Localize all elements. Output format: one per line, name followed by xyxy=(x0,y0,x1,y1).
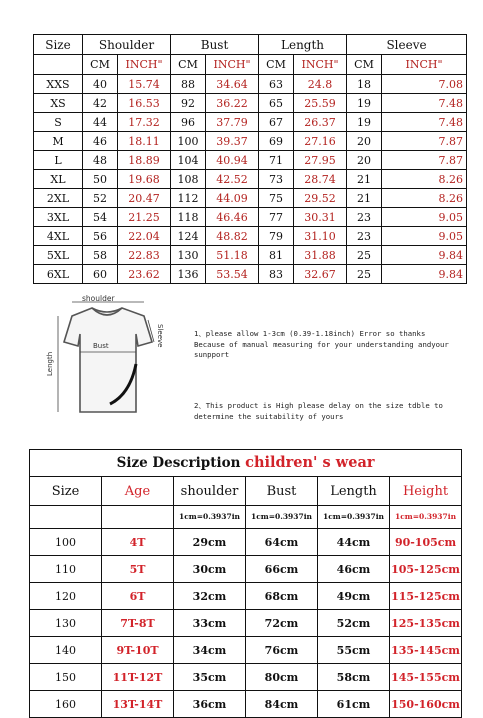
measure-cell: 96 xyxy=(171,113,206,132)
shoulder-cell: 29cm xyxy=(174,529,246,556)
bust-cell: 80cm xyxy=(246,664,318,691)
measure-cell: 36.22 xyxy=(206,94,259,113)
bust-cell: 64cm xyxy=(246,529,318,556)
kids-unit: 1cm=0.3937in xyxy=(246,506,318,529)
length-cell: 58cm xyxy=(318,664,390,691)
measure-cell: 19.68 xyxy=(118,170,171,189)
size-cell: 3XL xyxy=(34,208,83,227)
measure-cell: 8.26 xyxy=(382,189,467,208)
kids-unit: 1cm=0.3937in xyxy=(318,506,390,529)
measure-cell: 118 xyxy=(171,208,206,227)
measure-cell: 7.08 xyxy=(382,75,467,94)
measure-cell: 9.05 xyxy=(382,208,467,227)
measure-cell: 39.37 xyxy=(206,132,259,151)
measure-cell: 54 xyxy=(83,208,118,227)
age-cell: 13T-14T xyxy=(102,691,174,718)
size-cell: 100 xyxy=(30,529,102,556)
shoulder-cell: 33cm xyxy=(174,610,246,637)
height-cell: 115-125cm xyxy=(390,583,462,610)
measure-cell: 16.53 xyxy=(118,94,171,113)
measure-cell: 88 xyxy=(171,75,206,94)
measure-cell: 112 xyxy=(171,189,206,208)
kids-header-size: Size xyxy=(30,477,102,506)
measure-cell: 8.26 xyxy=(382,170,467,189)
measure-cell: 63 xyxy=(259,75,294,94)
measure-cell: 124 xyxy=(171,227,206,246)
measure-cell: 17.32 xyxy=(118,113,171,132)
size-cell: L xyxy=(34,151,83,170)
adult-table-row xyxy=(34,170,467,189)
note2-line: determine the suitability of yours xyxy=(194,411,344,421)
adult-table-row xyxy=(34,227,467,246)
measure-cell: 104 xyxy=(171,151,206,170)
size-cell: 4XL xyxy=(34,227,83,246)
size-cell: 120 xyxy=(30,583,102,610)
kids-table-row xyxy=(30,556,462,583)
measure-cell: 31.10 xyxy=(294,227,347,246)
length-cell: 61cm xyxy=(318,691,390,718)
measure-cell: 32.67 xyxy=(294,265,347,284)
height-cell: 125-135cm xyxy=(390,610,462,637)
measure-cell: 18 xyxy=(347,75,382,94)
shoulder-cell: 35cm xyxy=(174,664,246,691)
children-size-table xyxy=(29,449,462,718)
header-shoulder: Shoulder xyxy=(83,35,171,55)
measure-cell: 28.74 xyxy=(294,170,347,189)
kids-title-row xyxy=(30,450,462,477)
measure-cell: 15.74 xyxy=(118,75,171,94)
title-black: Size Description xyxy=(116,454,241,471)
measure-cell: 9.84 xyxy=(382,265,467,284)
measure-cell: 130 xyxy=(171,246,206,265)
measure-cell: 27.16 xyxy=(294,132,347,151)
bust-cell: 84cm xyxy=(246,691,318,718)
measure-cell: 71 xyxy=(259,151,294,170)
measure-cell: 25.59 xyxy=(294,94,347,113)
unit-cm: CM xyxy=(83,55,118,75)
length-cell: 55cm xyxy=(318,637,390,664)
measure-cell: 108 xyxy=(171,170,206,189)
adult-header-row xyxy=(34,35,467,55)
measure-cell: 7.87 xyxy=(382,151,467,170)
size-cell: XXS xyxy=(34,75,83,94)
size-cell: 6XL xyxy=(34,265,83,284)
measure-cell: 37.79 xyxy=(206,113,259,132)
height-cell: 90-105cm xyxy=(390,529,462,556)
measure-cell: 42 xyxy=(83,94,118,113)
measure-cell: 25 xyxy=(347,265,382,284)
height-cell: 145-155cm xyxy=(390,664,462,691)
age-cell: 11T-12T xyxy=(102,664,174,691)
kids-header-shoulder: shoulder xyxy=(174,477,246,506)
kids-unit: 1cm=0.3937in xyxy=(174,506,246,529)
measure-cell: 27.95 xyxy=(294,151,347,170)
bust-cell: 72cm xyxy=(246,610,318,637)
kids-table-row xyxy=(30,637,462,664)
measure-cell: 9.05 xyxy=(382,227,467,246)
measure-cell: 56 xyxy=(83,227,118,246)
header-length: Length xyxy=(259,35,347,55)
note1-line: sunpport xyxy=(194,350,230,360)
measure-cell: 29.52 xyxy=(294,189,347,208)
unit-inch: INCH" xyxy=(294,55,347,75)
size-cell: S xyxy=(34,113,83,132)
note1-line: 1、please allow 1-3cm (0.39-1.18inch) Error so thanks xyxy=(194,329,426,338)
tshirt-measure-diagram xyxy=(40,294,175,424)
adult-unit-row xyxy=(34,55,467,75)
kids-header-height: Height xyxy=(390,477,462,506)
unit-cm: CM xyxy=(347,55,382,75)
kids-header-row xyxy=(30,477,462,506)
kids-header-length: Length xyxy=(318,477,390,506)
adult-table-row xyxy=(34,208,467,227)
height-cell: 105-125cm xyxy=(390,556,462,583)
header-bust: Bust xyxy=(171,35,259,55)
measure-cell: 31.88 xyxy=(294,246,347,265)
measure-cell: 73 xyxy=(259,170,294,189)
bust-cell: 68cm xyxy=(246,583,318,610)
measure-cell: 44 xyxy=(83,113,118,132)
measure-cell: 77 xyxy=(259,208,294,227)
measure-cell: 52 xyxy=(83,189,118,208)
size-cell: 2XL xyxy=(34,189,83,208)
height-cell: 135-145cm xyxy=(390,637,462,664)
bust-cell: 66cm xyxy=(246,556,318,583)
measure-cell: 26.37 xyxy=(294,113,347,132)
age-cell: 6T xyxy=(102,583,174,610)
measure-cell: 42.52 xyxy=(206,170,259,189)
height-cell: 150-160cm xyxy=(390,691,462,718)
size-cell: XL xyxy=(34,170,83,189)
measure-cell: 48 xyxy=(83,151,118,170)
shoulder-label: shoulder xyxy=(82,294,115,303)
age-cell: 9T-10T xyxy=(102,637,174,664)
shoulder-cell: 34cm xyxy=(174,637,246,664)
measure-cell: 20 xyxy=(347,151,382,170)
measure-cell: 50 xyxy=(83,170,118,189)
bust-label: Bust xyxy=(93,342,109,350)
adult-table-row xyxy=(34,246,467,265)
shoulder-cell: 36cm xyxy=(174,691,246,718)
unit-cm: CM xyxy=(171,55,206,75)
unit-cm: CM xyxy=(259,55,294,75)
measure-cell: 7.48 xyxy=(382,113,467,132)
measure-cell: 7.87 xyxy=(382,132,467,151)
measure-cell: 25 xyxy=(347,246,382,265)
measure-cell: 21.25 xyxy=(118,208,171,227)
measure-cell: 83 xyxy=(259,265,294,284)
measure-cell: 21 xyxy=(347,189,382,208)
measure-cell: 44.09 xyxy=(206,189,259,208)
size-cell: 130 xyxy=(30,610,102,637)
unit-inch: INCH" xyxy=(382,55,467,75)
measure-cell: 46.46 xyxy=(206,208,259,227)
header-sleeve: Sleeve xyxy=(347,35,467,55)
size-cell: 150 xyxy=(30,664,102,691)
adult-table-row xyxy=(34,189,467,208)
measure-cell: 23.62 xyxy=(118,265,171,284)
measure-cell: 136 xyxy=(171,265,206,284)
length-cell: 44cm xyxy=(318,529,390,556)
length-label: Length xyxy=(46,351,54,376)
title-red: children' s wear xyxy=(245,453,375,471)
age-cell: 4T xyxy=(102,529,174,556)
measure-cell: 92 xyxy=(171,94,206,113)
adult-table-row xyxy=(34,265,467,284)
header-size: Size xyxy=(34,35,83,55)
adult-table-row xyxy=(34,151,467,170)
measure-cell: 67 xyxy=(259,113,294,132)
kids-table-row xyxy=(30,664,462,691)
measure-cell: 48.82 xyxy=(206,227,259,246)
measure-cell: 18.89 xyxy=(118,151,171,170)
measure-cell: 75 xyxy=(259,189,294,208)
kids-unit-row xyxy=(30,506,462,529)
bust-cell: 76cm xyxy=(246,637,318,664)
unit-inch: INCH" xyxy=(206,55,259,75)
measure-cell: 60 xyxy=(83,265,118,284)
measure-cell: 20.47 xyxy=(118,189,171,208)
measure-cell: 7.48 xyxy=(382,94,467,113)
kids-header-age: Age xyxy=(102,477,174,506)
size-cell: 160 xyxy=(30,691,102,718)
measure-cell: 18.11 xyxy=(118,132,171,151)
measure-cell: 34.64 xyxy=(206,75,259,94)
age-cell: 5T xyxy=(102,556,174,583)
sleeve-label: Sleeve xyxy=(156,324,164,348)
measure-cell: 40.94 xyxy=(206,151,259,170)
size-cell: 5XL xyxy=(34,246,83,265)
measure-cell: 30.31 xyxy=(294,208,347,227)
length-cell: 52cm xyxy=(318,610,390,637)
measure-cell: 46 xyxy=(83,132,118,151)
measure-cell: 65 xyxy=(259,94,294,113)
kids-unit xyxy=(102,506,174,529)
measure-cell: 81 xyxy=(259,246,294,265)
kids-table-row xyxy=(30,529,462,556)
age-cell: 7T-8T xyxy=(102,610,174,637)
kids-table-row xyxy=(30,610,462,637)
size-cell: M xyxy=(34,132,83,151)
length-cell: 46cm xyxy=(318,556,390,583)
measure-cell: 51.18 xyxy=(206,246,259,265)
measure-cell: 69 xyxy=(259,132,294,151)
measure-error-note xyxy=(194,329,464,361)
kids-unit xyxy=(30,506,102,529)
kids-table-row xyxy=(30,583,462,610)
shoulder-cell: 30cm xyxy=(174,556,246,583)
measure-cell: 22.04 xyxy=(118,227,171,246)
kids-header-bust: Bust xyxy=(246,477,318,506)
note2-line: 2、This product is High please delay on the size tdble to xyxy=(194,401,443,410)
kids-table-title xyxy=(30,450,462,477)
measure-cell: 40 xyxy=(83,75,118,94)
measure-cell: 100 xyxy=(171,132,206,151)
adult-table-row xyxy=(34,75,467,94)
size-cell: 140 xyxy=(30,637,102,664)
unit-inch: INCH" xyxy=(118,55,171,75)
tshirt-outline xyxy=(64,308,152,412)
measure-cell: 23 xyxy=(347,208,382,227)
adult-table-row xyxy=(34,113,467,132)
adult-size-table xyxy=(33,34,467,284)
measure-cell: 24.8 xyxy=(294,75,347,94)
size-table-note xyxy=(194,401,464,422)
measure-cell: 53.54 xyxy=(206,265,259,284)
measure-cell: 20 xyxy=(347,132,382,151)
measure-cell: 21 xyxy=(347,170,382,189)
adult-table-row xyxy=(34,94,467,113)
length-cell: 49cm xyxy=(318,583,390,610)
adult-table-row xyxy=(34,132,467,151)
measure-cell: 22.83 xyxy=(118,246,171,265)
measure-cell: 19 xyxy=(347,113,382,132)
kids-table-row xyxy=(30,691,462,718)
measure-cell: 58 xyxy=(83,246,118,265)
size-cell: XS xyxy=(34,94,83,113)
measure-cell: 19 xyxy=(347,94,382,113)
kids-unit: 1cm=0.3937in xyxy=(390,506,462,529)
size-cell: 110 xyxy=(30,556,102,583)
shoulder-cell: 32cm xyxy=(174,583,246,610)
measure-cell: 9.84 xyxy=(382,246,467,265)
measure-cell: 79 xyxy=(259,227,294,246)
measure-cell: 23 xyxy=(347,227,382,246)
note1-line: Because of manual measuring for your understanding andyour xyxy=(194,339,449,349)
